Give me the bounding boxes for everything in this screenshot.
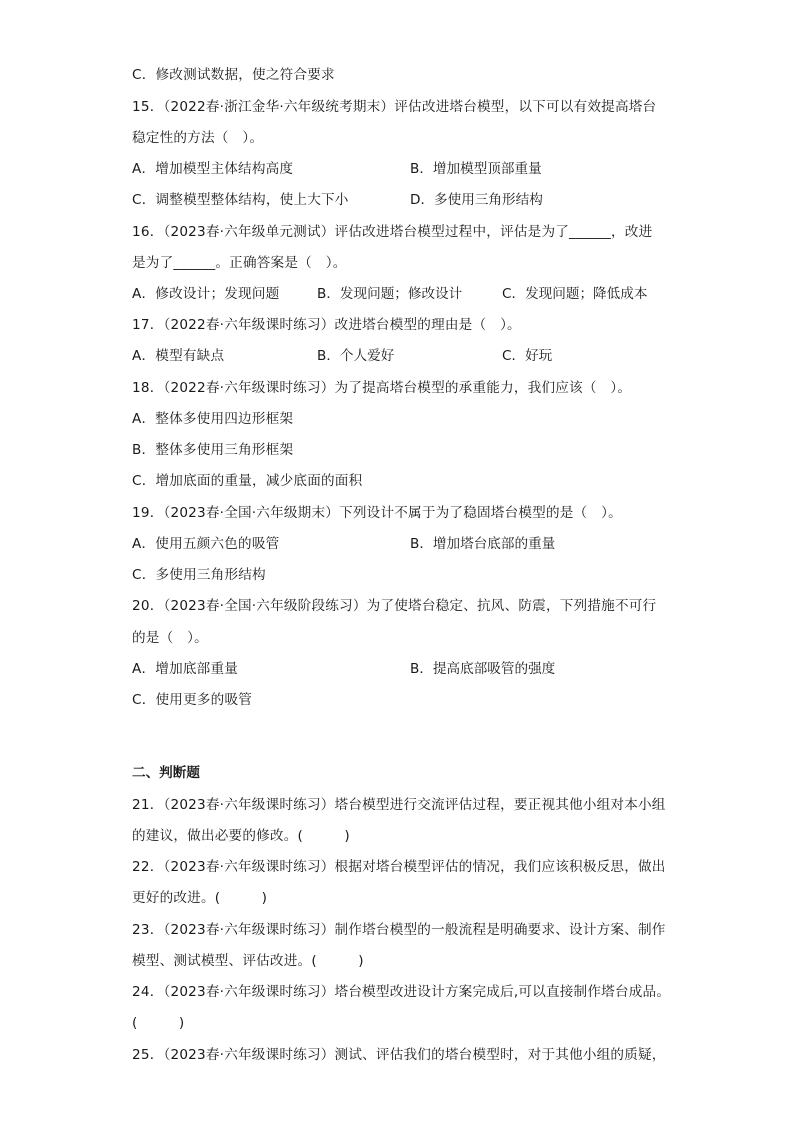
q17-option-c: C．好玩 [502,348,553,364]
q23-stem-line1: 23．（2023春·六年级课时练习）制作塔台模型的一般流程是明确要求、设计方案、制作 [132,922,666,938]
q19-option-a: A．使用五颜六色的吸管 [132,536,280,552]
q24-stem-line2: ( ) [132,1015,185,1031]
q15-option-d: D．多使用三角形结构 [410,192,543,208]
q14-option-c: C．修改测试数据，使之符合要求 [132,67,335,83]
q24-stem-line1: 24．（2023春·六年级课时练习）塔台模型改进设计方案完成后,可以直接制作塔台成品。 [132,984,671,1000]
q22-stem-line1: 22．（2023春·六年级课时练习）根据对塔台模型评估的情况，我们应该积极反思，做出 [132,859,666,875]
q15-stem-line2: 稳定性的方法（ ）。 [132,130,264,146]
q20-option-b: B．提高底部吸管的强度 [410,661,556,677]
q20-option-c: C．使用更多的吸管 [132,692,253,708]
q16-option-c: C．发现问题；降低成本 [502,286,648,302]
q25-stem-line1: 25．（2023春·六年级课时练习）测试、评估我们的塔台模型时，对于其他小组的质疑， [132,1047,666,1063]
q16-option-a: A．修改设计；发现问题 [132,286,280,302]
q19-option-b: B．增加塔台底部的重量 [410,536,556,552]
q21-stem-line1: 21．（2023春·六年级课时练习）塔台模型进行交流评估过程，要正视其他小组对本小组 [132,797,666,813]
q23-stem-line2: 模型、测试模型、评估改进。( ) [132,953,364,969]
q22-stem-line2: 更好的改进。( ) [132,890,268,906]
q18-option-c: C．增加底面的重量，减少底面的面积 [132,473,363,489]
q19-option-c: C．多使用三角形结构 [132,567,266,583]
q16-stem-line2: 是为了______。正确答案是（ ）。 [132,255,347,271]
q17-stem: 17．（2022春·六年级课时练习）改进塔台模型的理由是（ ）。 [132,317,521,333]
q19-stem: 19．（2023春·全国·六年级期末）下列设计不属于为了稳固塔台模型的是（ ）。 [132,505,622,521]
q18-stem: 18．（2022春·六年级课时练习）为了提高塔台模型的承重能力，我们应该（ ）。 [132,380,632,396]
q20-stem-line1: 20．（2023春·全国·六年级阶段练习）为了使塔台稳定、抗风、防震，下列措施不可行 [132,598,657,614]
q15-stem-line1: 15．（2022春·浙江金华·六年级统考期末）评估改进塔台模型，以下可以有效提高塔台 [132,99,657,115]
q20-stem-line2: 的是（ ）。 [132,630,208,646]
section-heading-true-false: 二、判断题 [132,765,200,781]
q15-option-a: A．增加模型主体结构高度 [132,161,294,177]
q21-stem-line2: 的建议，做出必要的修改。( ) [132,828,350,844]
q17-option-a: A．模型有缺点 [132,348,225,364]
q16-stem-line1: 16．（2023春·六年级单元测试）评估改进塔台模型过程中，评估是为了______，改进 [132,224,653,240]
q15-option-c: C．调整模型整体结构，使上大下小 [132,192,349,208]
q15-option-b: B．增加模型顶部重量 [410,161,542,177]
q18-option-b: B．整体多使用三角形框架 [132,442,294,458]
q18-option-a: A．整体多使用四边形框架 [132,411,294,427]
q20-option-a: A．增加底部重量 [132,661,239,677]
q16-option-b: B．发现问题；修改设计 [317,286,463,302]
q17-option-b: B．个人爱好 [317,348,395,364]
